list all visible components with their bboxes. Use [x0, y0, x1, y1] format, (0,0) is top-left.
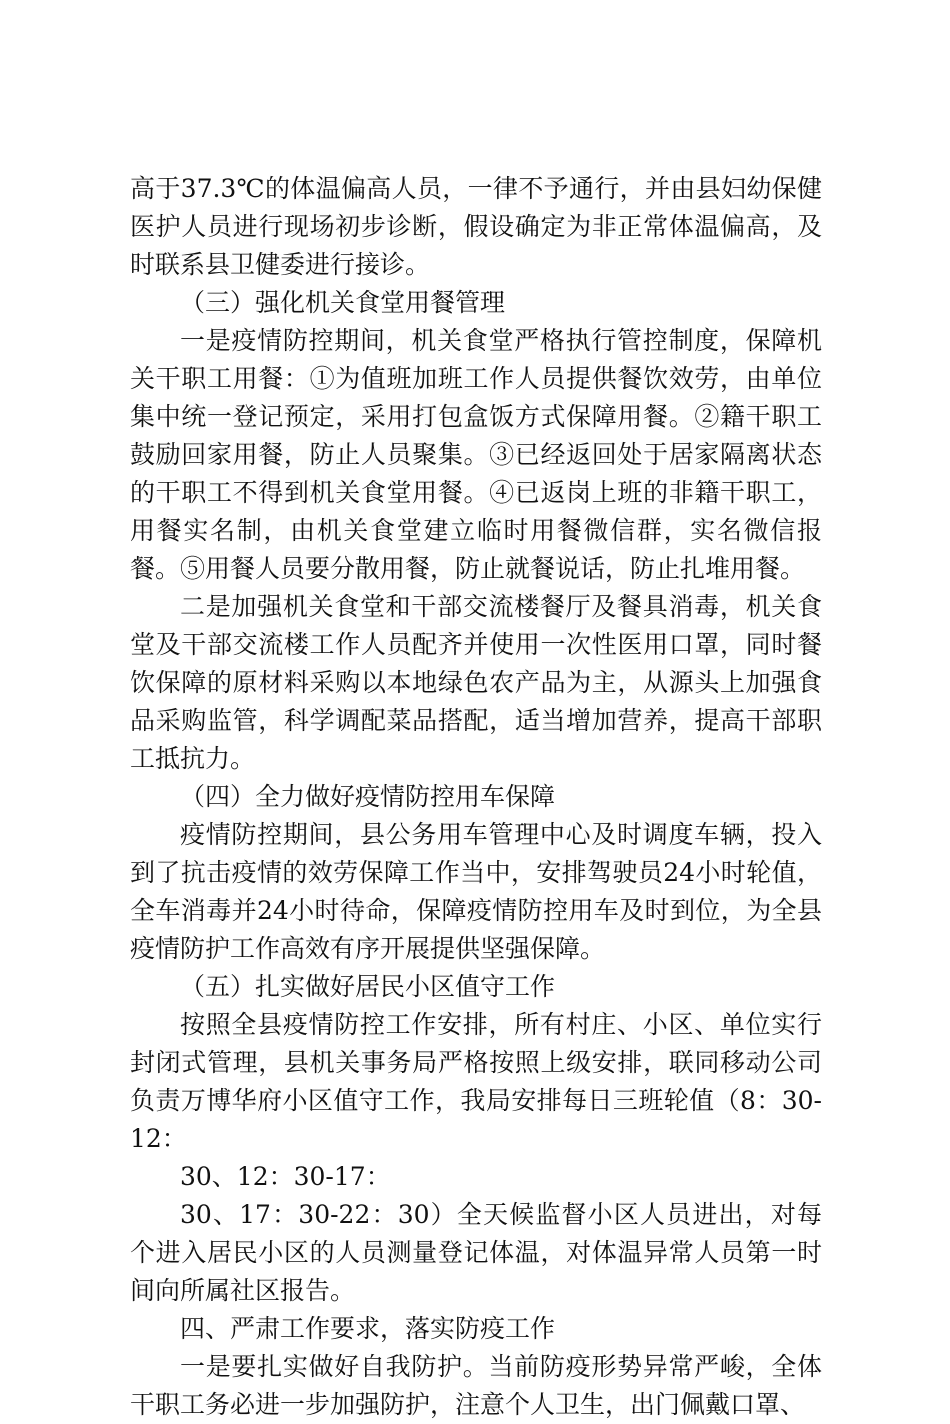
paragraph: 按照全县疫情防控工作安排，所有村庄、小区、单位实行封闭式管理，县机关事务局严格按照上级安排，联同移动公司负责万博华府小区值守工作，我局安排每日三班轮值（8：30-12：	[130, 1010, 822, 1153]
section-heading: 四、严肃工作要求，落实防疫工作	[180, 1314, 556, 1343]
paragraph: 二是加强机关食堂和干部交流楼餐厅及餐具消毒，机关食堂及干部交流楼工作人员配齐并使用一次性医用口罩，同时餐饮保障的原材料采购以本地绿色农产品为主，从源头上加强食品采购监管，科学调配菜品搭配，适当增加营养，提高干部职工抵抗力。	[130, 592, 822, 773]
paragraph: 一是疫情防控期间，机关食堂严格执行管控制度，保障机关干职工用餐：①为值班加班工作人员提供餐饮效劳，由单位集中统一登记预定，采用打包盒饭方式保障用餐。②籍干职工鼓励回家用餐，防止人员聚集。③已经返回处于居家隔离状态的干职工不得到机关食堂用餐。④已返岗上班的非籍干职工，用餐实名制，由机关食堂建立临时用餐微信群，实名微信报餐。⑤用餐人员要分散用餐，防止就餐说话，防止扎堆用餐。	[130, 326, 822, 583]
section-heading: （五）扎实做好居民小区值守工作	[180, 972, 556, 1001]
paragraph: 高于37.3℃的体温偏高人员，一律不予通行，并由县妇幼保健医护人员进行现场初步诊断，假设确定为非正常体温偏高，及时联系县卫健委进行接诊。	[130, 174, 822, 279]
section-heading: （三）强化机关食堂用餐管理	[180, 288, 506, 317]
paragraph: 疫情防控期间，县公务用车管理中心及时调度车辆，投入到了抗击疫情的效劳保障工作当中，安排驾驶员24小时轮值，全车消毒并24小时待命，保障疫情防控用车及时到位，为全县疫情防护工作高效有序开展提供坚强保障。	[130, 820, 822, 963]
paragraph: 30、12：30-17：	[180, 1162, 391, 1191]
document-body	[130, 170, 822, 1424]
section-heading: （四）全力做好疫情防控用车保障	[180, 782, 556, 811]
paragraph: 30、17：30-22：30）全天候监督小区人员进出，对每个进入居民小区的人员测量登记体温，对体温异常人员第一时间向所属社区报告。	[130, 1200, 822, 1305]
paragraph: 一是要扎实做好自我防护。当前防疫形势异常严峻，全体干职工务必进一步加强防护，注意个人卫生，出门佩戴口罩、	[130, 1352, 822, 1419]
